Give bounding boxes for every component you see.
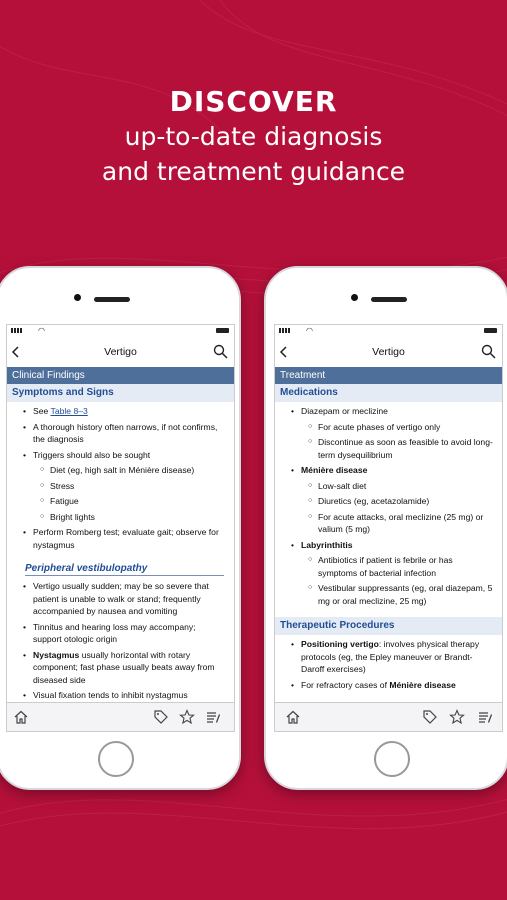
list-item: ○ Antibiotics if patient is febrile or has symptoms of bacterial infection [275, 554, 494, 579]
notes-icon[interactable] [205, 709, 221, 725]
tag-icon[interactable] [422, 709, 438, 725]
phone-left [0, 266, 241, 790]
headline-line-2: and treatment guidance [101, 157, 406, 186]
star-icon[interactable] [449, 709, 465, 725]
list-item: ○ Bright lights [7, 511, 226, 524]
star-icon[interactable] [179, 709, 195, 725]
headline-line-1: up-to-date diagnosis [124, 122, 383, 151]
list-item: ○ Vestibular suppressants (eg, oral diazepam, 5 mg or oral meclizine, 25 mg) [275, 582, 494, 607]
list-item: • A thorough history often narrows, if not confirms, the diagnosis [7, 421, 226, 446]
search-icon[interactable] [213, 344, 228, 359]
headline [0, 86, 507, 188]
status-bar [7, 325, 234, 337]
list-item: • Tinnitus and hearing loss may accompany; support otologic origin [7, 621, 226, 646]
list-item: • See Table 8–3 [7, 405, 226, 418]
list-item: • Ménière disease [275, 464, 494, 477]
list-item: ○ Fatigue [7, 495, 226, 508]
nav-title: Vertigo [372, 346, 405, 358]
list-item: ○ Discontinue as soon as feasible to avoid long-term dysequilibrium [275, 436, 494, 461]
headline-title: DISCOVER [169, 85, 338, 118]
nav-title: Vertigo [104, 346, 137, 358]
wifi-icon: ◠ [38, 326, 45, 335]
signal-icon [11, 328, 23, 333]
content-area[interactable] [7, 384, 234, 703]
subsection-header: Therapeutic Procedures [275, 617, 502, 635]
list-item: ○ For acute attacks, oral meclizine (25 mg) or valium (5 mg) [275, 511, 494, 536]
section-header: Clinical Findings [7, 367, 234, 384]
list-item: • Diazepam or meclizine [275, 405, 494, 418]
list-item: • Nystagmus usually horizontal with rotary component; fast phase usually beats away from diseased side [7, 649, 226, 687]
list-item: • Triggers should also be sought [7, 449, 226, 462]
list-item: ○ Diet (eg, high salt in Ménière disease) [7, 464, 226, 477]
home-icon[interactable] [285, 709, 301, 725]
subsection-title: Peripheral vestibulopathy [25, 563, 224, 576]
list-item: • Labyrinthitis [275, 539, 494, 552]
battery-icon [484, 328, 497, 333]
nav-bar [7, 337, 234, 368]
subsection-header: Symptoms and Signs [7, 384, 234, 402]
list-item: • Visual fixation tends to inhibit nystagmus [7, 689, 226, 702]
screen-left [6, 324, 235, 732]
bottom-toolbar [7, 702, 234, 731]
subsection-header: Medications [275, 384, 502, 402]
list-item: ○ Stress [7, 480, 226, 493]
section-header: Treatment [275, 367, 502, 384]
tag-icon[interactable] [153, 709, 169, 725]
status-bar [275, 325, 502, 337]
content-area[interactable] [275, 384, 502, 703]
speaker-grille [371, 297, 407, 302]
list-item: • Perform Romberg test; evaluate gait; observe for nystagmus [7, 526, 226, 551]
list-item: • Positioning vertigo: involves physical therapy protocols (eg, the Epley maneuver or Brandt-Daroff exercises) [275, 638, 494, 676]
speaker-grille [94, 297, 130, 302]
camera-icon [74, 294, 81, 301]
table-link[interactable]: Table 8–3 [50, 406, 88, 416]
screen-right [274, 324, 503, 732]
list-item: ○ Diuretics (eg, acetazolamide) [275, 495, 494, 508]
phone-right [264, 266, 507, 790]
home-button[interactable] [98, 741, 134, 777]
home-button[interactable] [374, 741, 410, 777]
camera-icon [351, 294, 358, 301]
signal-icon [279, 328, 291, 333]
list-item: • For refractory cases of Ménière disease [275, 679, 494, 692]
bottom-toolbar [275, 702, 502, 731]
battery-icon [216, 328, 229, 333]
search-icon[interactable] [481, 344, 496, 359]
list-item: ○ For acute phases of vertigo only [275, 421, 494, 434]
list-item: • Vertigo usually sudden; may be so severe that patient is unable to walk or stand; frequently accompanied by nausea and vomiting [7, 580, 226, 618]
notes-icon[interactable] [477, 709, 493, 725]
list-item: ○ Low-salt diet [275, 480, 494, 493]
wifi-icon: ◠ [306, 326, 313, 335]
home-icon[interactable] [13, 709, 29, 725]
nav-bar [275, 337, 502, 368]
